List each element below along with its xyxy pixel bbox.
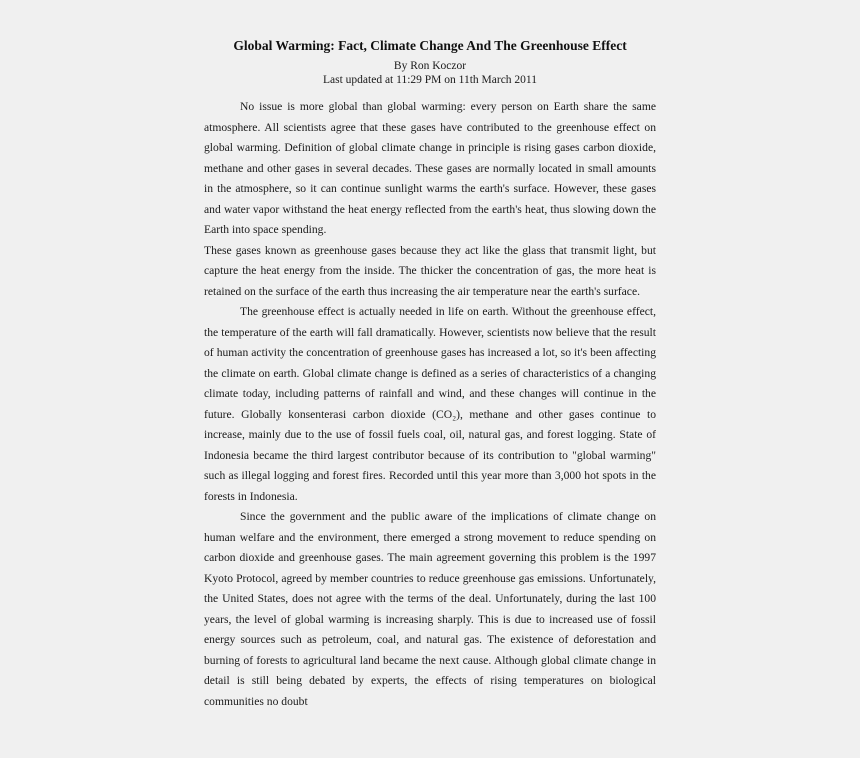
document-title: Global Warming: Fact, Climate Change And The Greenhouse Effect xyxy=(233,38,627,53)
document-updated-date: Last updated at 11:29 PM on 11th March 2011 xyxy=(323,74,537,86)
paragraph-2: These gases known as greenhouse gases because they act like the glass that transmit light, but capture the heat energy from the inside. The thicker the concentration of gas, the more heat is retained on the surface of the earth thus increasing the air temperature near the earth's surface. xyxy=(204,243,656,298)
document-author: By Ron Koczor xyxy=(393,60,467,72)
paragraph-3: The greenhouse effect is actually needed in life on earth. Without the greenhouse effect, the temperature of the earth will fall dramatically. However, scientists now believe that the result of human activity the concentration of greenhouse gases has increased a lot, so it's been affecting the climate on earth. Global climate change is defined as a series of characteristics of a changing climate today, including patterns of rainfall and wind, and these changes will continue in the future. Globally konsenterasi carbon dioxide (CO₂), methane and other gases continue to increase, mainly due to the use of fossil fuels coal, oil, natural gas, and forest logging. State of Indonesia became the third largest contributor because of its contribution to "global warming" such as illegal logging and forest fires. Recorded until this year more than 3,000 hot spots in the forests in Indonesia. xyxy=(204,305,656,503)
paragraph-1: No issue is more global than global warming: every person on Earth share the same atmosphere. All scientists agree that these gases have contributed to the greenhouse effect on global warming. Definition of global climate change in principle is rising gases carbon dioxide, methane and other gases in several decades. These gases are normally located in small amounts in the atmosphere, so it can continue sunlight warms the earth's surface. However, these gases and water vapor withstand the heat energy reflected from the earth's heat, thus slowing down the Earth into space spending. xyxy=(204,100,656,236)
paragraph-4: Since the government and the public aware of the implications of climate change on human welfare and the environment, there emerged a strong movement to reduce spending on carbon dioxide and greenhouse gases. The main agreement governing this problem is the 1997 Kyoto Protocol, agreed by member countries to reduce greenhouse gas emissions. Unfortunately, the United States, does not agree with the terms of the deal. Unfortunately, during the last 100 years, the level of global warming is increasing sharply. This is due to increased use of fossil energy sources such as petroleum, coal, and natural gas. The existence of deforestation and burning of forests to agricultural land became the next cause. Although global climate change in detail is still being debated by experts, the effects of rising temperatures on biological communities no doubt xyxy=(204,510,656,708)
document-body xyxy=(204,97,656,712)
document-content xyxy=(204,36,656,712)
